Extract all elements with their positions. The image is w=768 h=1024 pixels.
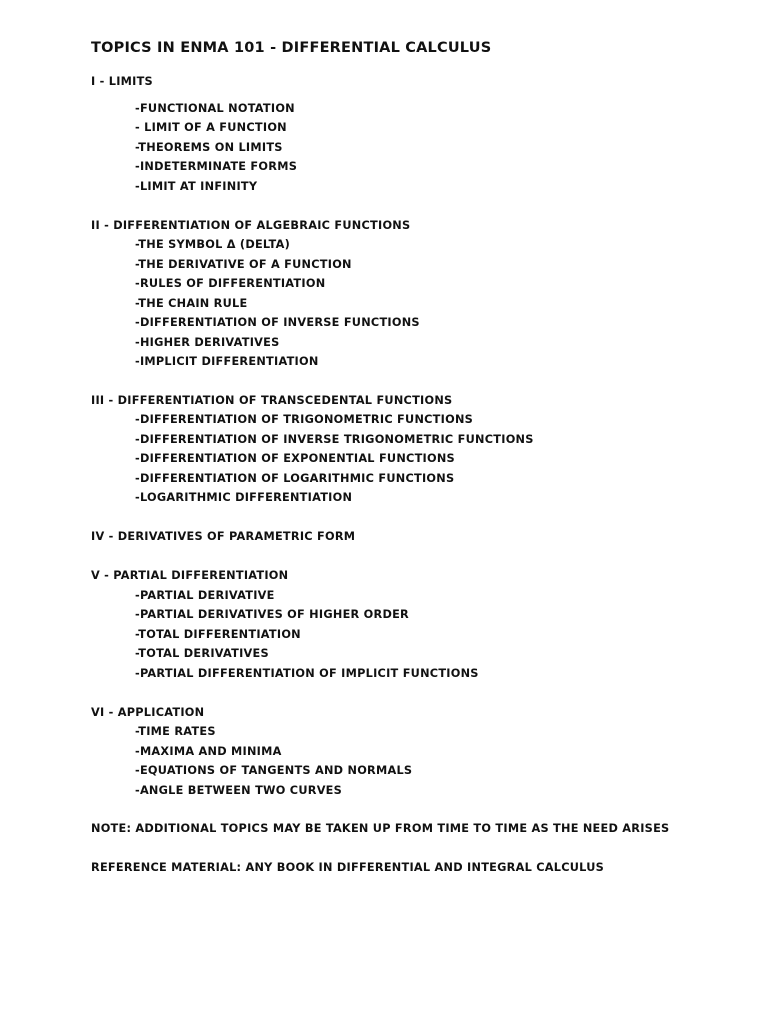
topic-item: -MAXIMA AND MINIMA	[135, 745, 282, 758]
topic-item: -INDETERMINATE FORMS	[135, 160, 298, 173]
topic-item: -PARTIAL DERIVATIVE	[135, 589, 275, 602]
topic-item: -DIFFERENTIATION OF INVERSE FUNCTIONS	[135, 316, 420, 329]
topic-item: - LIMIT OF A FUNCTION	[135, 121, 287, 134]
topic-item: -ANGLE BETWEEN TWO CURVES	[135, 784, 343, 797]
topic-item: -THE DERIVATIVE OF A FUNCTION	[135, 258, 352, 271]
topic-item: -DIFFERENTIATION OF TRIGONOMETRIC FUNCTIONS	[135, 413, 474, 426]
topic-item: -RULES OF DIFFERENTIATION	[135, 277, 326, 290]
section-heading-parametric: IV - DERIVATIVES OF PARAMETRIC FORM	[91, 530, 356, 543]
page-title: TOPICS IN ENMA 101 - DIFFERENTIAL CALCULUS	[91, 40, 492, 56]
topic-item: -LIMIT AT INFINITY	[135, 180, 258, 193]
topic-item: -THEOREMS ON LIMITS	[135, 141, 283, 154]
section-heading-partial: V - PARTIAL DIFFERENTIATION	[91, 569, 289, 582]
topic-item: -TOTAL DIFFERENTIATION	[135, 628, 301, 641]
topic-item: -EQUATIONS OF TANGENTS AND NORMALS	[135, 764, 413, 777]
section-heading-application: VI - APPLICATION	[91, 706, 205, 719]
section-heading-transcendental: III - DIFFERENTIATION OF TRANSCEDENTAL FUNCTIONS	[91, 394, 453, 407]
note-text: NOTE: ADDITIONAL TOPICS MAY BE TAKEN UP FROM TIME TO TIME AS THE NEED ARISES	[91, 822, 670, 835]
topic-item: -PARTIAL DERIVATIVES OF HIGHER ORDER	[135, 608, 410, 621]
topic-item: -TIME RATES	[135, 725, 216, 738]
topic-item: -DIFFERENTIATION OF EXPONENTIAL FUNCTIONS	[135, 452, 455, 465]
reference-text: REFERENCE MATERIAL: ANY BOOK IN DIFFERENTIAL AND INTEGRAL CALCULUS	[91, 861, 605, 874]
topic-item: -PARTIAL DIFFERENTIATION OF IMPLICIT FUNCTIONS	[135, 667, 479, 680]
section-heading-limits: I - LIMITS	[91, 75, 153, 88]
topic-item: -DIFFERENTIATION OF INVERSE TRIGONOMETRIC FUNCTIONS	[135, 433, 534, 446]
topic-item: -TOTAL DERIVATIVES	[135, 647, 269, 660]
topic-item: -THE CHAIN RULE	[135, 297, 248, 310]
topic-item: -IMPLICIT DIFFERENTIATION	[135, 355, 319, 368]
topic-item: -DIFFERENTIATION OF LOGARITHMIC FUNCTIONS	[135, 472, 455, 485]
topic-item: -FUNCTIONAL NOTATION	[135, 102, 295, 115]
section-heading-algebraic: II - DIFFERENTIATION OF ALGEBRAIC FUNCTIONS	[91, 219, 411, 232]
topic-item: -HIGHER DERIVATIVES	[135, 336, 280, 349]
topic-item: -THE SYMBOL Δ (DELTA)	[135, 238, 290, 251]
topic-item: -LOGARITHMIC DIFFERENTIATION	[135, 491, 353, 504]
